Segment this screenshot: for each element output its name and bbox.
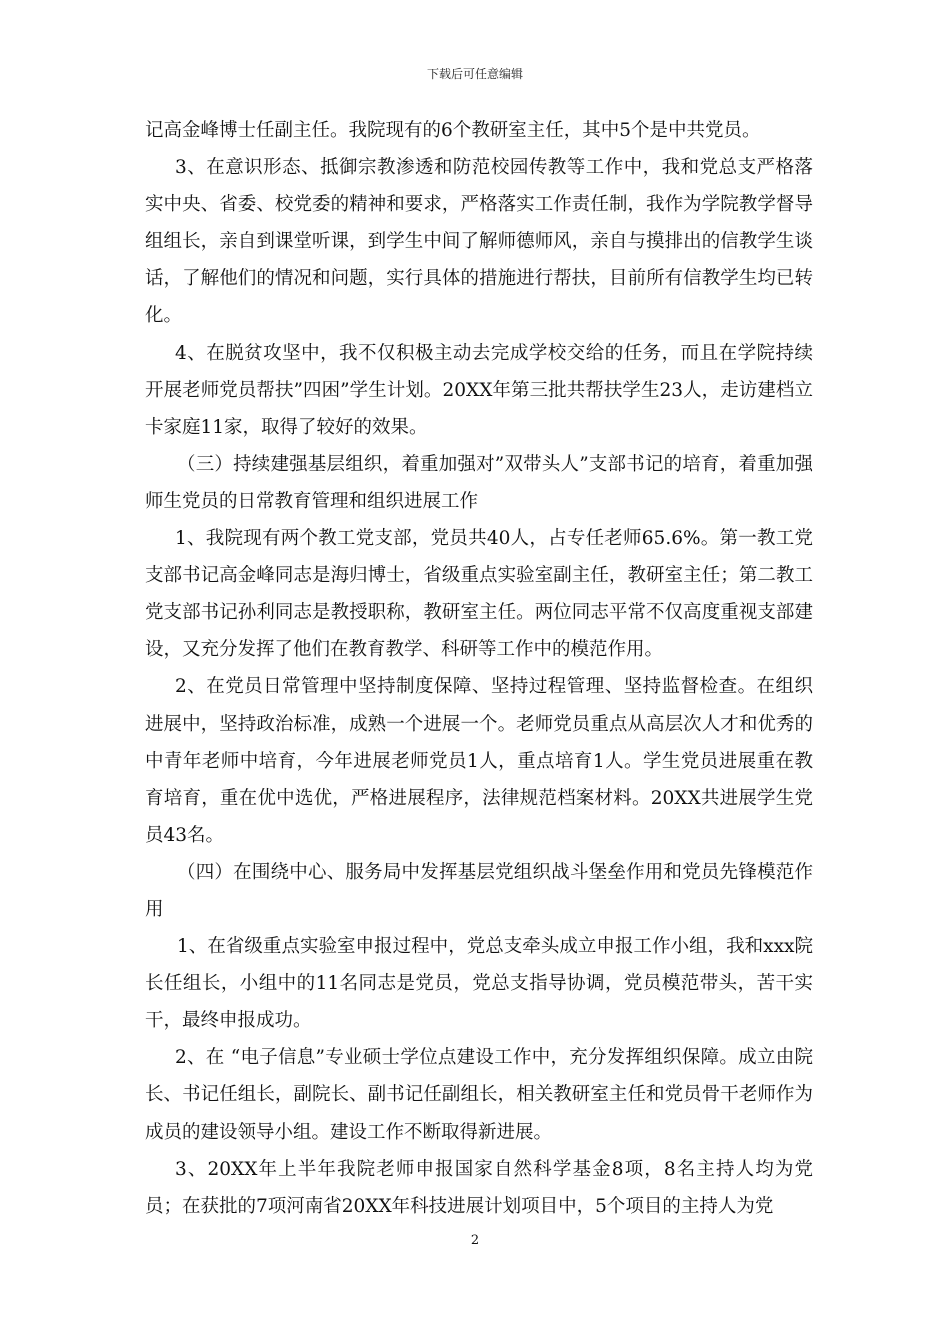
page-number: 2 — [470, 1233, 480, 1248]
document-body — [145, 112, 813, 1225]
section-heading-3: （三）持续建强基层组织，着重加强对”双带头人”支部书记的培育，着重加强师生党员的日常教育管理和组织进展工作 — [145, 453, 813, 512]
paragraph-continued: 记高金峰博士任副主任。我院现有的6个教研室主任，其中5个是中共党员。 — [145, 120, 761, 141]
section-heading-4: （四）在围绕中心、服务局中发挥基层党组织战斗堡垒作用和党员先锋模范作用 — [145, 861, 813, 920]
paragraph-item-1-lab: 1、在省级重点实验室申报过程中，党总支牵头成立申报工作小组，我和xxx院长任组长，小组中的11名同志是党员，党总支指导协调，党员模范带头，苦干实干，最终申报成功。 — [145, 936, 813, 1032]
paragraph-item-3-ideology: 3、在意识形态、抵御宗教渗透和防范校园传教等工作中，我和党总支严格落实中央、省委、校党委的精神和要求，严格落实工作责任制，我作为学院教学督导组组长，亲自到课堂听课，到学生中间了解师德师风，亲自与摸排出的信教学生谈话，了解他们的情况和问题，实行具体的措施进行帮扶，目前所有信教学生均已转化。 — [145, 157, 813, 327]
paragraph-item-2-degree: 2、在 “电子信息”专业硕士学位点建设工作中，充分发挥组织保障。成立由院长、书记任组长，副院长、副书记任副组长，相关教研室主任和党员骨干老师作为成员的建设领导小组。建设工作不断取得新进展。 — [145, 1047, 813, 1143]
paragraph-item-3-funding: 3、20XX年上半年我院老师申报国家自然科学基金8项，8名主持人均为党员；在获批的7项河南省20XX年科技进展计划项目中，5个项目的主持人为党 — [145, 1158, 813, 1217]
paragraph-item-4-poverty: 4、在脱贫攻坚中，我不仅积极主动去完成学校交给的任务，而且在学院持续开展老师党员帮扶”四困”学生计划。20XX年第三批共帮扶学生23人，走访建档立卡家庭11家，取得了较好的效果。 — [145, 342, 813, 438]
page-header: 下载后可任意编辑 — [426, 67, 523, 81]
paragraph-item-1-branches: 1、我院现有两个教工党支部，党员共40人，占专任老师65.6%。第一教工党支部书记高金峰同志是海归博士，省级重点实验室副主任，教研室主任；第二教工党支部书记孙利同志是教授职称，教研室主任。两位同志平常不仅高度重视支部建设，又充分发挥了他们在教育教学、科研等工作中的模范作用。 — [145, 528, 813, 661]
paragraph-item-2-management: 2、在党员日常管理中坚持制度保障、坚持过程管理、坚持监督检查。在组织进展中，坚持政治标准，成熟一个进展一个。老师党员重点从高层次人才和优秀的中青年老师中培育，今年进展老师党员1人，重点培育1人。学生党员进展重在教育培育，重在优中选优，严格进展程序，法律规范档案材料。20XX共进展学生党员43名。 — [145, 676, 813, 846]
